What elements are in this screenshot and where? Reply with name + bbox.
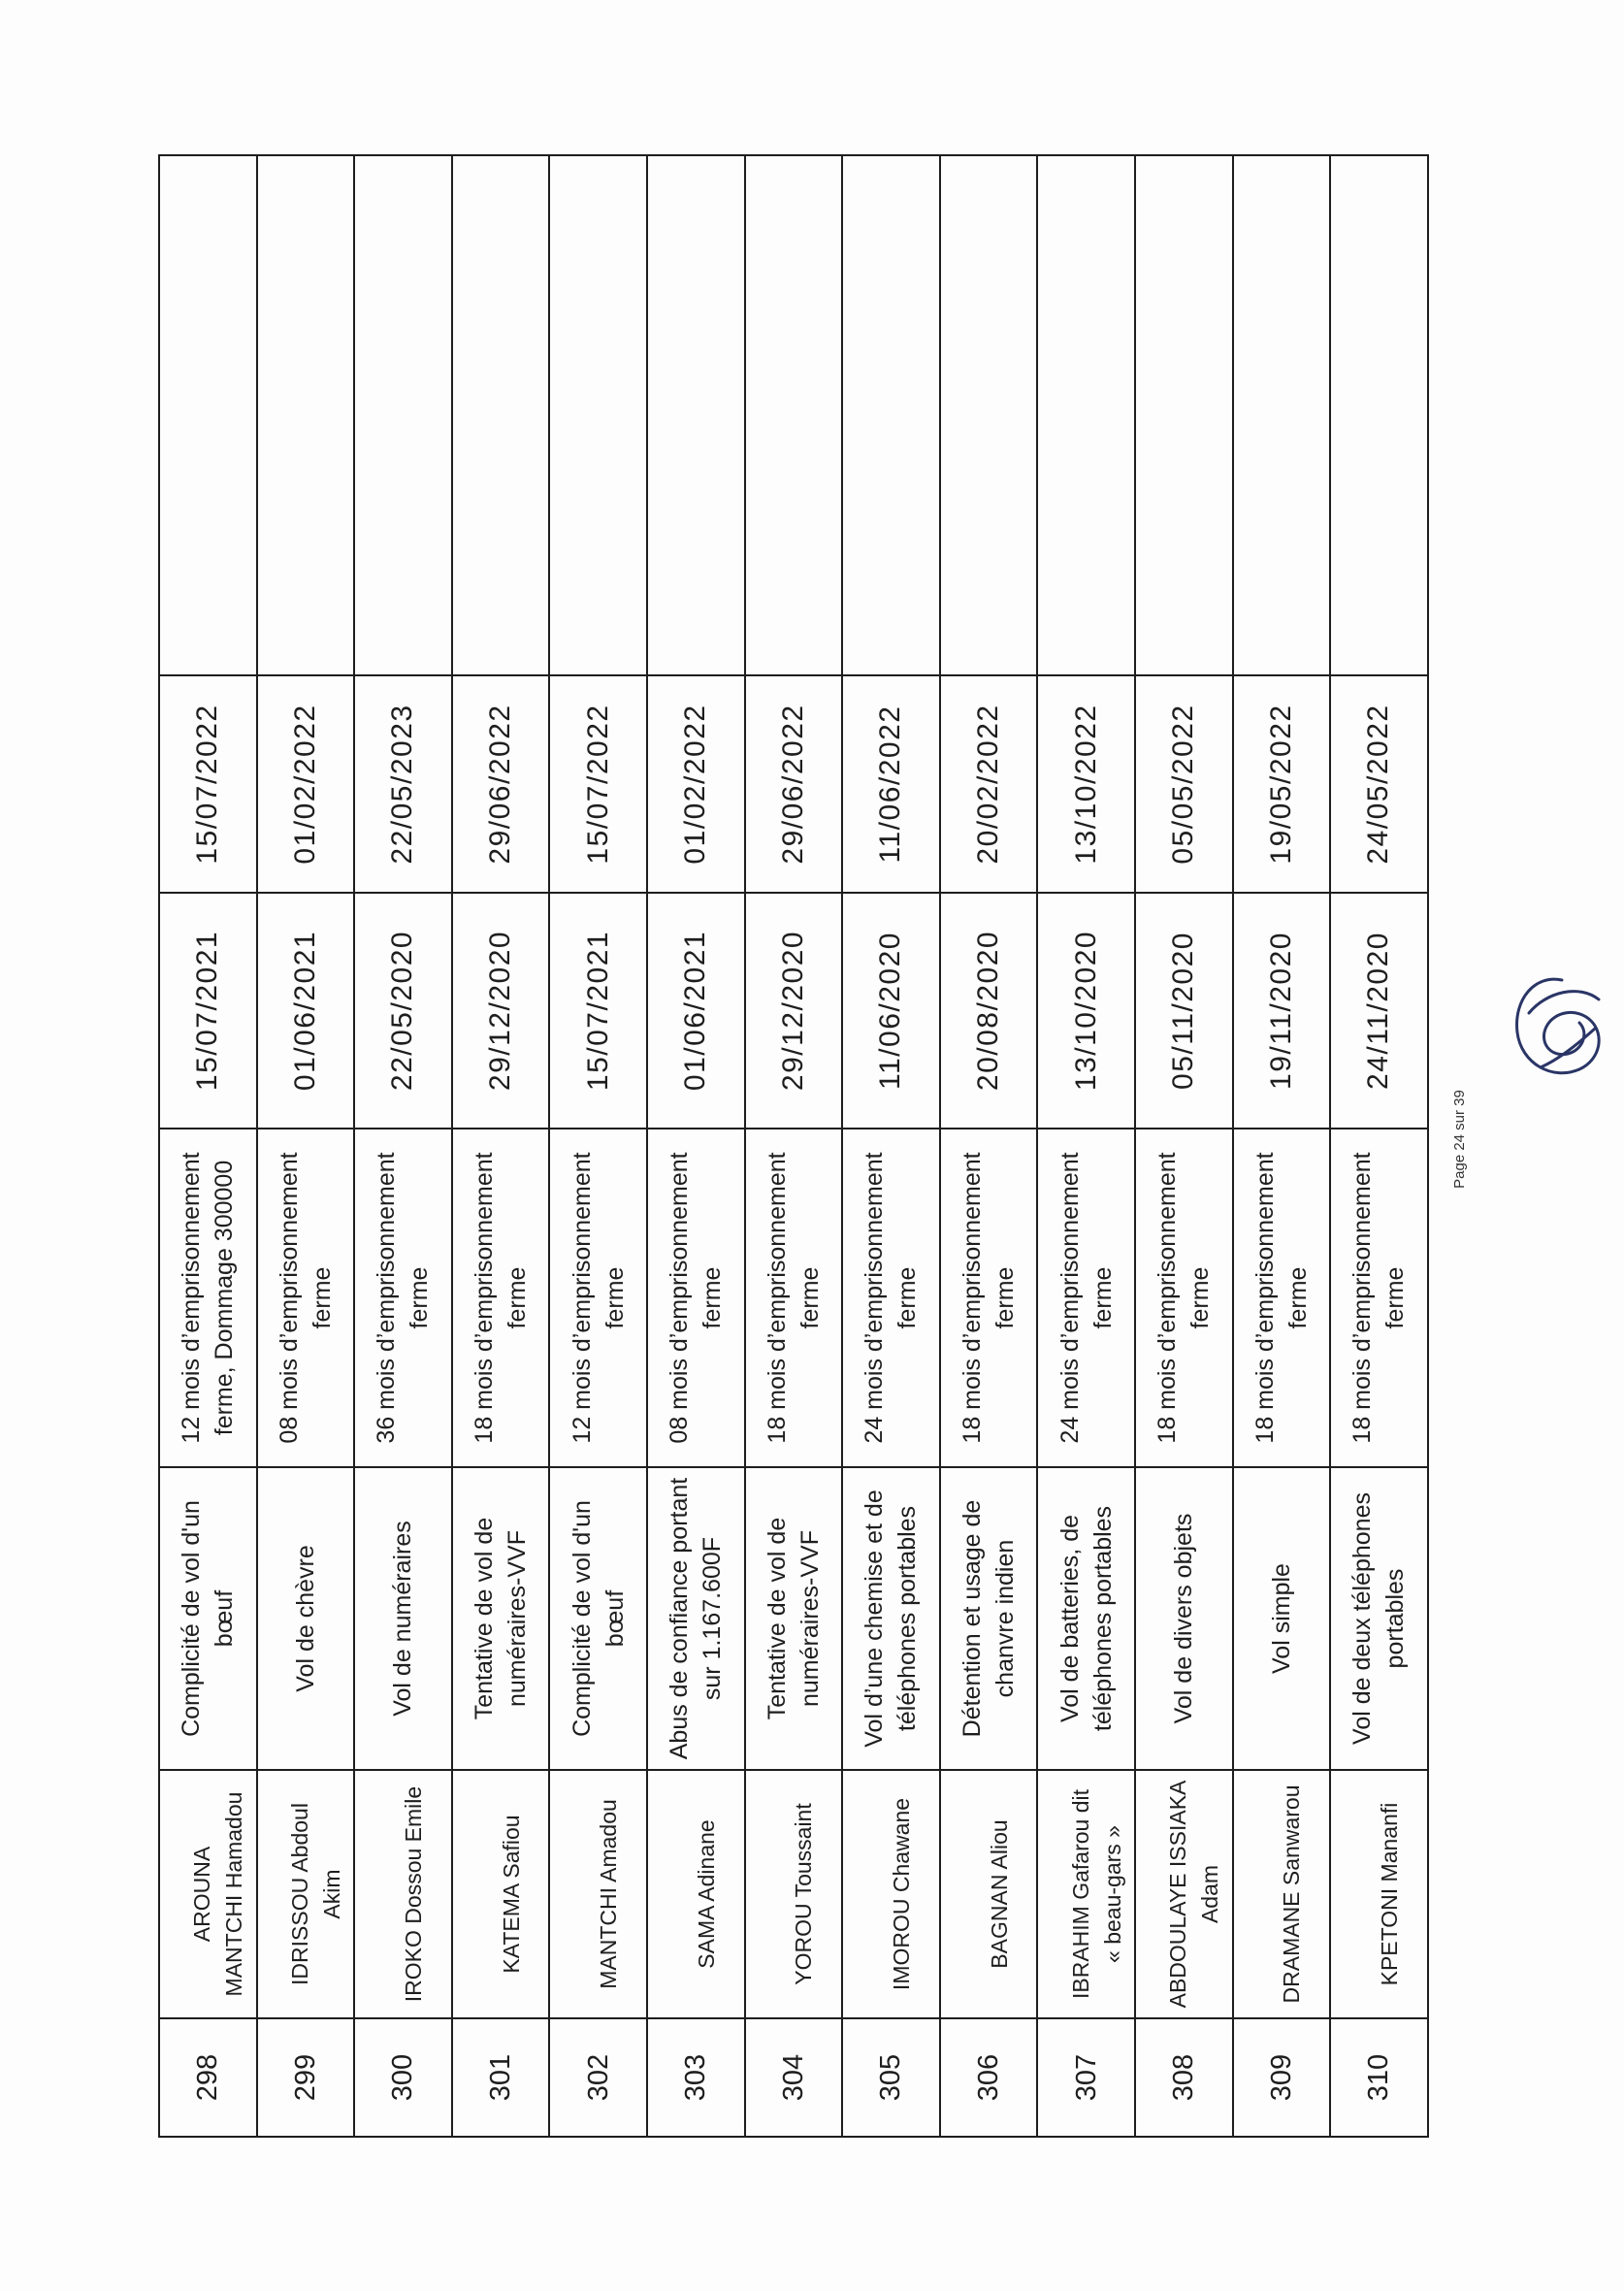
date-start: 01/06/2021 xyxy=(257,893,355,1129)
sentence: 08 mois d’emprisonnement ferme xyxy=(257,1129,355,1467)
blank-cell xyxy=(452,155,550,675)
person-name: IROKO Dossou Emile xyxy=(354,1770,452,2018)
date-end: 01/02/2022 xyxy=(257,675,355,893)
sentence: 12 mois d’emprisonnement ferme, Dommage 300000 xyxy=(159,1129,257,1467)
person-name: AROUNA MANTCHI Hamadou xyxy=(159,1770,257,2018)
row-number: 304 xyxy=(745,2018,843,2137)
sentence: 18 mois d’emprisonnement ferme xyxy=(1330,1129,1428,1467)
table-row xyxy=(1037,155,1135,2137)
date-end: 24/05/2022 xyxy=(1330,675,1428,893)
table-row xyxy=(549,155,647,2137)
row-number: 307 xyxy=(1037,2018,1135,2137)
date-start: 11/06/2020 xyxy=(842,893,940,1129)
offense: Complicité de vol d'un bœuf xyxy=(159,1467,257,1770)
sentence: 18 mois d’emprisonnement ferme xyxy=(745,1129,843,1467)
table-row xyxy=(257,155,355,2137)
offense: Abus de confiance portant sur 1.167.600F xyxy=(647,1467,745,1770)
table-row xyxy=(1233,155,1331,2137)
page-number-footer: Page 24 sur 39 xyxy=(1451,1090,1468,1189)
date-end: 01/02/2022 xyxy=(647,675,745,893)
table-row xyxy=(842,155,940,2137)
date-start: 13/10/2020 xyxy=(1037,893,1135,1129)
row-number: 310 xyxy=(1330,2018,1428,2137)
person-name: YOROU Toussaint xyxy=(745,1770,843,2018)
date-end: 11/06/2022 xyxy=(842,675,940,893)
person-name: IDRISSOU Abdoul Akim xyxy=(257,1770,355,2018)
sentence: 18 mois d’emprisonnement ferme xyxy=(940,1129,1038,1467)
date-start: 24/11/2020 xyxy=(1330,893,1428,1129)
sentence: 24 mois d’emprisonnement ferme xyxy=(842,1129,940,1467)
offense: Vol simple xyxy=(1233,1467,1331,1770)
row-number: 301 xyxy=(452,2018,550,2137)
offense: Tentative de vol de numéraires-VVF xyxy=(745,1467,843,1770)
row-number: 299 xyxy=(257,2018,355,2137)
date-start: 22/05/2020 xyxy=(354,893,452,1129)
person-name: MANTCHI Amadou xyxy=(549,1770,647,2018)
date-end: 15/07/2022 xyxy=(159,675,257,893)
blank-cell xyxy=(354,155,452,675)
sentence: 36 mois d’emprisonnement ferme xyxy=(354,1129,452,1467)
row-number: 309 xyxy=(1233,2018,1331,2137)
table-row xyxy=(745,155,843,2137)
offense: Complicité de vol d'un bœuf xyxy=(549,1467,647,1770)
blank-cell xyxy=(940,155,1038,675)
date-start: 15/07/2021 xyxy=(159,893,257,1129)
row-number: 302 xyxy=(549,2018,647,2137)
date-end: 20/02/2022 xyxy=(940,675,1038,893)
row-number: 305 xyxy=(842,2018,940,2137)
date-end: 19/05/2022 xyxy=(1233,675,1331,893)
date-start: 20/08/2020 xyxy=(940,893,1038,1129)
blank-cell xyxy=(549,155,647,675)
row-number: 300 xyxy=(354,2018,452,2137)
person-name: IBRAHIM Gafarou dit « beau-gars » xyxy=(1037,1770,1135,2018)
sentence: 18 mois d’emprisonnement ferme xyxy=(1135,1129,1233,1467)
blank-cell xyxy=(1135,155,1233,675)
sentence: 18 mois d’emprisonnement ferme xyxy=(1233,1129,1331,1467)
date-start: 15/07/2021 xyxy=(549,893,647,1129)
table-row xyxy=(940,155,1038,2137)
person-name: ABDOULAYE ISSIAKA Adam xyxy=(1135,1770,1233,2018)
date-end: 13/10/2022 xyxy=(1037,675,1135,893)
offense: Vol de divers objets xyxy=(1135,1467,1233,1770)
row-number: 306 xyxy=(940,2018,1038,2137)
date-end: 29/06/2022 xyxy=(452,675,550,893)
blank-cell xyxy=(257,155,355,675)
blank-cell xyxy=(647,155,745,675)
offense: Vol d’une chemise et de téléphones portables xyxy=(842,1467,940,1770)
table-row xyxy=(1135,155,1233,2137)
date-end: 15/07/2022 xyxy=(549,675,647,893)
person-name: IMOROU Chawane xyxy=(842,1770,940,2018)
offense: Vol de numéraires xyxy=(354,1467,452,1770)
table-row xyxy=(354,155,452,2137)
table-row xyxy=(647,155,745,2137)
blank-cell xyxy=(1233,155,1331,675)
blank-cell xyxy=(1037,155,1135,675)
sentence: 08 mois d’emprisonnement ferme xyxy=(647,1129,745,1467)
row-number: 303 xyxy=(647,2018,745,2137)
table-row xyxy=(159,155,257,2137)
date-start: 29/12/2020 xyxy=(745,893,843,1129)
blank-cell xyxy=(159,155,257,675)
signature xyxy=(1502,970,1608,1085)
offense: Tentative de vol de numéraires-VVF xyxy=(452,1467,550,1770)
row-number: 308 xyxy=(1135,2018,1233,2137)
date-start: 01/06/2021 xyxy=(647,893,745,1129)
date-start: 29/12/2020 xyxy=(452,893,550,1129)
records-table-wrapper xyxy=(158,156,1427,2138)
table-row xyxy=(452,155,550,2137)
blank-cell xyxy=(1330,155,1428,675)
date-end: 29/06/2022 xyxy=(745,675,843,893)
table-row xyxy=(1330,155,1428,2137)
records-table xyxy=(158,154,1429,2138)
sentence: 18 mois d’emprisonnement ferme xyxy=(452,1129,550,1467)
date-end: 22/05/2023 xyxy=(354,675,452,893)
blank-cell xyxy=(745,155,843,675)
person-name: SAMA Adinane xyxy=(647,1770,745,2018)
offense: Vol de deux téléphones portables xyxy=(1330,1467,1428,1770)
blank-cell xyxy=(842,155,940,675)
person-name: DRAMANE Sanwarou xyxy=(1233,1770,1331,2018)
person-name: KPETONI Mananfi xyxy=(1330,1770,1428,2018)
person-name: BAGNAN Aliou xyxy=(940,1770,1038,2018)
date-start: 19/11/2020 xyxy=(1233,893,1331,1129)
row-number: 298 xyxy=(159,2018,257,2137)
date-start: 05/11/2020 xyxy=(1135,893,1233,1129)
offense: Vol de chèvre xyxy=(257,1467,355,1770)
sentence: 12 mois d’emprisonnement ferme xyxy=(549,1129,647,1467)
date-end: 05/05/2022 xyxy=(1135,675,1233,893)
sentence: 24 mois d’emprisonnement ferme xyxy=(1037,1129,1135,1467)
offense: Vol de batteries, de téléphones portables xyxy=(1037,1467,1135,1770)
person-name: KATEMA Safiou xyxy=(452,1770,550,2018)
offense: Détention et usage de chanvre indien xyxy=(940,1467,1038,1770)
